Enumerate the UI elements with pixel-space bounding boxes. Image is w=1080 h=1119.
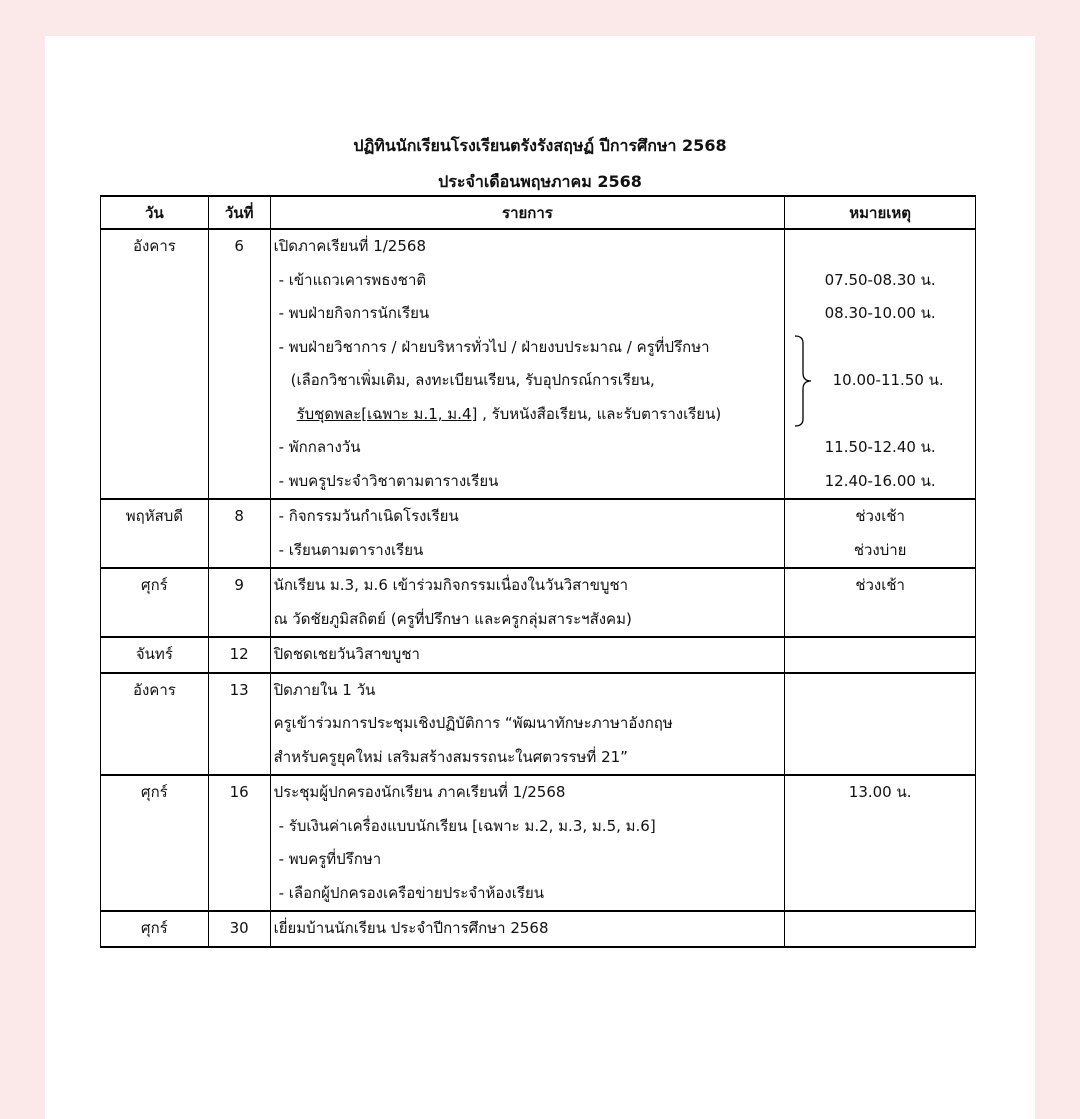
day-cell	[101, 673, 209, 776]
item-line: นักเรียน ม.3, ม.6 เข้าร่วมกิจกรรมเนื่องในวันวิสาขบูชา	[273, 576, 629, 594]
item-cell	[270, 229, 785, 499]
date-label: 16	[229, 783, 249, 801]
note-cell	[785, 568, 976, 637]
day-cell	[101, 499, 209, 568]
item-line: (เลือกวิชาเพิ่มเติม, ลงทะเบียนเรียน, รับอุปกรณ์การเรียน,	[290, 371, 655, 389]
document-subtitle: ประจำเดือนพฤษภาคม 2568	[438, 172, 642, 191]
table-row	[101, 229, 976, 499]
note-cell	[785, 775, 976, 911]
date-cell	[208, 568, 270, 637]
item-line: สำหรับครูยุคใหม่ เสริมสร้างสมรรถนะในศตวรรษที่ 21”	[273, 747, 628, 766]
brace-group	[785, 331, 975, 432]
item-cell	[270, 673, 785, 776]
item-line: - เรียนตามตารางเรียน	[278, 540, 424, 559]
day-cell	[101, 775, 209, 911]
item-line: เปิดภาคเรียนที่ 1/2568	[273, 237, 426, 255]
table-row	[101, 673, 976, 776]
note-line: 13.00 น.	[848, 783, 912, 801]
item-text: , รับหนังสือเรียน, และรับตารางเรียน)	[477, 404, 722, 423]
item-line: - กิจกรรมวันกำเนิดโรงเรียน	[278, 507, 459, 525]
date-label: 30	[229, 919, 249, 937]
table-row	[101, 911, 976, 947]
date-cell	[208, 229, 270, 499]
column-header-day: วัน	[101, 196, 209, 229]
table-row	[101, 499, 976, 568]
date-cell	[208, 911, 270, 947]
item-line: ณ วัดชัยภูมิสถิตย์ (ครูที่ปรึกษา และครูกลุ่มสาระฯสังคม)	[273, 609, 632, 628]
note-cell	[785, 911, 976, 947]
date-cell	[208, 775, 270, 911]
column-header-item: รายการ	[270, 196, 785, 229]
note-cell	[785, 499, 976, 568]
note-line: 08.30-10.00 น.	[824, 304, 936, 322]
column-header-note: หมายเหตุ	[785, 196, 976, 229]
table-row	[101, 637, 976, 673]
note-cell	[785, 673, 976, 776]
date-cell	[208, 499, 270, 568]
note-line: 10.00-11.50 น.	[832, 370, 944, 389]
underlined-text: รับชุดพละ[เฉพาะ ม.1, ม.4]	[296, 404, 478, 423]
table-header-row	[101, 196, 976, 229]
item-cell	[270, 775, 785, 911]
note-line: 11.50-12.40 น.	[824, 438, 936, 456]
item-line: - เข้าแถวเคารพธงชาติ	[278, 270, 427, 289]
day-label: จันทร์	[135, 645, 173, 663]
date-label: 6	[234, 237, 244, 255]
item-cell	[270, 637, 785, 673]
item-line: ประชุมผู้ปกครองนักเรียน ภาคเรียนที่ 1/2568	[273, 783, 566, 801]
note-cell	[785, 229, 976, 499]
day-label: ศุกร์	[141, 783, 168, 801]
table-row	[101, 775, 976, 911]
date-label: 9	[234, 576, 244, 594]
item-line: - พบครูที่ปรึกษา	[278, 850, 382, 868]
date-label: 12	[229, 645, 249, 663]
item-cell	[270, 499, 785, 568]
note-line: ช่วงบ่าย	[853, 540, 907, 559]
day-cell	[101, 911, 209, 947]
item-line: - พักกลางวัน	[278, 438, 361, 456]
day-cell	[101, 229, 209, 499]
item-line: - รับเงินค่าเครื่องแบบนักเรียน [เฉพาะ ม.2, ม.3, ม.5, ม.6]	[278, 816, 656, 835]
day-label: ศุกร์	[141, 919, 168, 937]
calendar-table	[100, 195, 976, 948]
date-cell	[208, 673, 270, 776]
item-cell	[270, 911, 785, 947]
item-line: ครูเข้าร่วมการประชุมเชิงปฏิบัติการ “พัฒนาทักษะภาษาอังกฤษ	[273, 714, 673, 732]
day-cell	[101, 637, 209, 673]
date-label: 13	[229, 680, 249, 699]
date-label: 8	[234, 507, 244, 525]
day-cell	[101, 568, 209, 637]
note-line: ช่วงเช้า	[855, 576, 905, 594]
table-row	[101, 568, 976, 637]
item-line: เยี่ยมบ้านนักเรียน ประจำปีการศึกษา 2568	[273, 919, 549, 937]
column-header-date: วันที่	[208, 196, 270, 229]
item-line: ปิดชดเชยวันวิสาขบูชา	[273, 645, 420, 663]
note-line: 12.40-16.00 น.	[824, 471, 936, 490]
note-line: 07.50-08.30 น.	[824, 270, 936, 289]
item-line: ปิดภายใน 1 วัน	[273, 680, 376, 699]
note-line: ช่วงเช้า	[855, 507, 905, 525]
day-label: อังคาร	[132, 237, 176, 255]
day-label: อังคาร	[132, 680, 176, 699]
item-line	[271, 398, 785, 432]
date-cell	[208, 637, 270, 673]
day-label: พฤหัสบดี	[125, 507, 184, 525]
item-cell	[270, 568, 785, 637]
item-line: - เลือกผู้ปกครองเครือข่ายประจำห้องเรียน	[278, 883, 544, 902]
note-cell	[785, 637, 976, 673]
item-line: - พบฝ่ายกิจการนักเรียน	[278, 304, 430, 322]
document-title: ปฏิทินนักเรียนโรงเรียนตรังรังสฤษฏ์ ปีการศึกษา 2568	[353, 136, 727, 155]
item-line: - พบครูประจำวิชาตามตารางเรียน	[278, 471, 499, 490]
day-label: ศุกร์	[141, 576, 168, 594]
item-line: - พบฝ่ายวิชาการ / ฝ่ายบริหารทั่วไป / ฝ่ายงบประมาณ / ครูที่ปรึกษา	[278, 337, 710, 356]
note-spacer	[785, 230, 975, 264]
